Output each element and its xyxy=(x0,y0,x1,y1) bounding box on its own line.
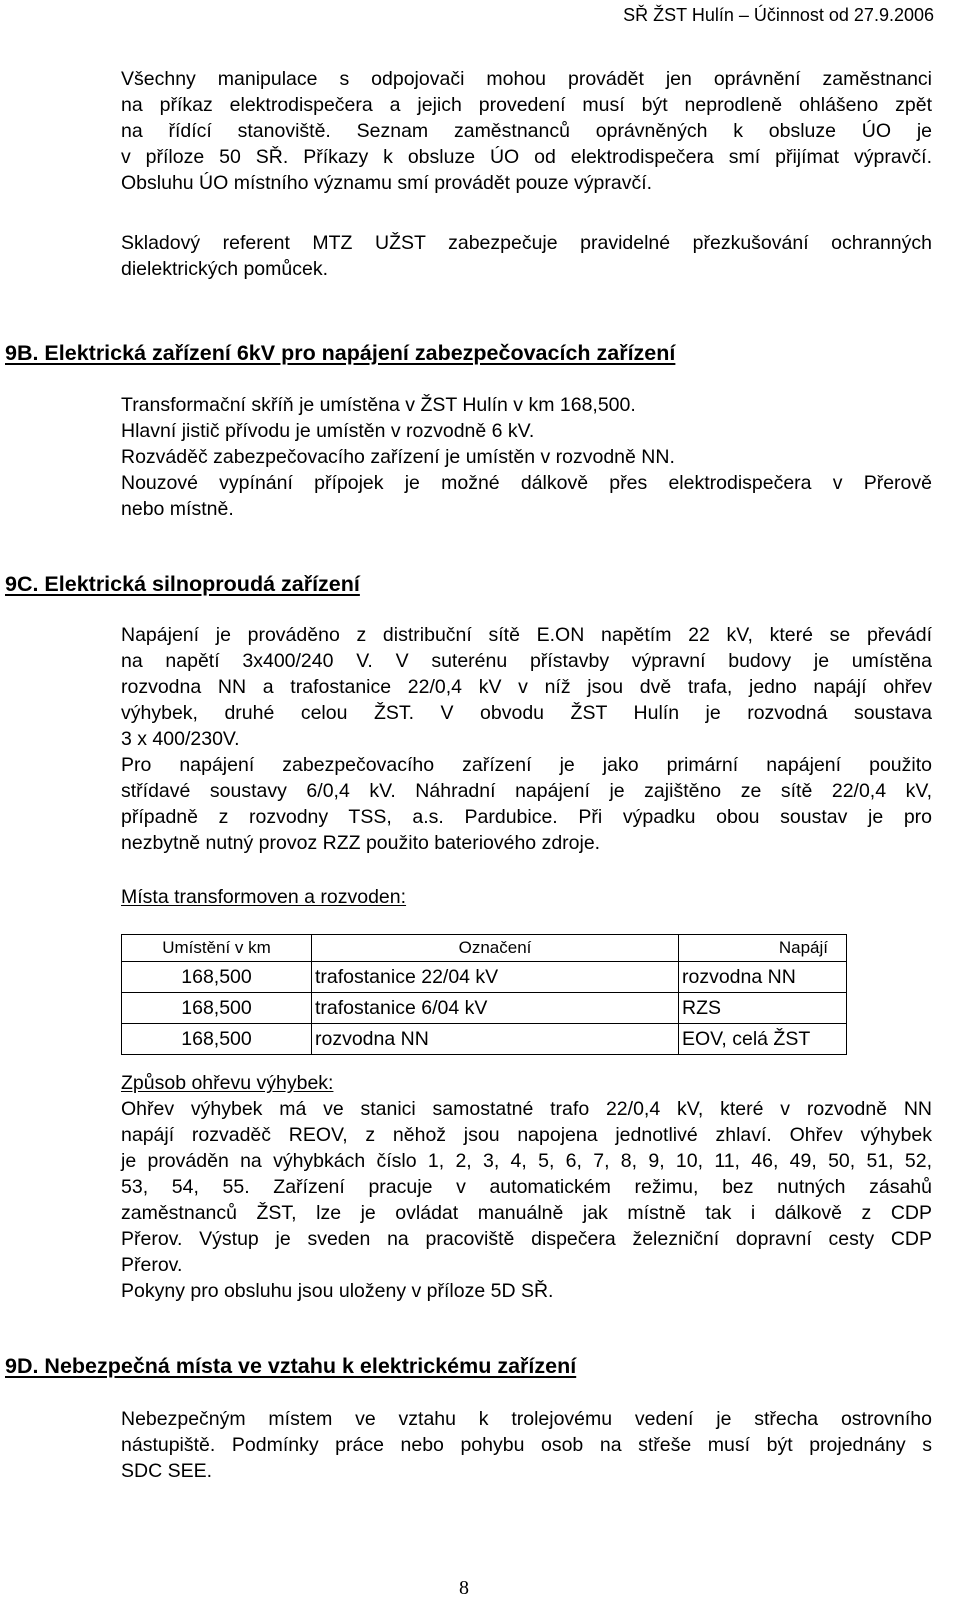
text-line: na napětí 3x400/240 V. V suterénu přístavby výpravní budovy je umístěna xyxy=(121,650,932,672)
table-caption-text: Místa transformoven a rozvoden: xyxy=(121,886,407,908)
table-row xyxy=(122,993,847,1024)
table-cell: trafostanice 6/04 kV xyxy=(312,993,679,1024)
text-line: nástupiště. Podmínky práce nebo pohybu osob na střeše musí být projednány s xyxy=(121,1434,932,1456)
text-line: Nebezpečným místem ve vztahu k trolejovému vedení je střecha ostrovního xyxy=(121,1408,932,1430)
mtz-paragraph xyxy=(121,230,932,282)
table-caption xyxy=(121,884,932,910)
text-line: Pokyny pro obsluhu jsou uloženy v příloze 5D SŘ. xyxy=(121,1280,554,1302)
text-line: na řídící stanoviště. Seznam zaměstnanců oprávněných k obsluze ÚO je xyxy=(121,120,932,142)
transformer-table xyxy=(121,934,847,1055)
page-number: 8 xyxy=(459,1577,469,1599)
text-line: Transformační skříň je umístěna v ŽST Hulín v km 168,500. xyxy=(121,394,636,416)
table-cell: 168,500 xyxy=(122,962,312,993)
section-9c-paragraph-2 xyxy=(121,752,932,856)
table-cell: 168,500 xyxy=(122,1024,312,1055)
table-cell: rozvodna NN xyxy=(312,1024,679,1055)
text-line: nebo místně. xyxy=(121,498,234,520)
text-line: SDC SEE. xyxy=(121,1460,213,1482)
text-line: dielektrických pomůcek. xyxy=(121,258,328,280)
text-line: v příloze 50 SŘ. Příkazy k obsluze ÚO od elektrodispečera smí přijímat výpravčí. xyxy=(121,146,932,168)
text-line: je prováděn na výhybkách číslo 1, 2, 3, 4, 5, 6, 7, 8, 9, 10, 11, 46, 49, 50, 51, 52, xyxy=(121,1150,932,1172)
table-cell: 168,500 xyxy=(122,993,312,1024)
text-line: Rozváděč zabezpečovacího zařízení je umístěn v rozvodně NN. xyxy=(121,446,675,468)
table-header-row xyxy=(122,935,847,962)
table-cell: RZS xyxy=(679,993,847,1024)
page-header: SŘ ŽST Hulín – Účinnost od 27.9.2006 xyxy=(623,5,934,25)
text-line: Hlavní jistič přívodu je umístěn v rozvodně 6 kV. xyxy=(121,420,535,442)
ohrev-paragraph xyxy=(121,1096,932,1304)
text-line: Skladový referent MTZ UŽST zabezpečuje pravidelné přezkušování ochranných xyxy=(121,232,932,254)
text-line: 53, 54, 55. Zařízení pracuje v automatickém režimu, bez nutných zásahů xyxy=(121,1176,932,1198)
table-header-cell: Označení xyxy=(312,935,679,962)
section-heading-9b: 9B. Elektrická zařízení 6kV pro napájení zabezpečovacích zařízení xyxy=(5,341,676,365)
ohrev-caption xyxy=(121,1070,932,1096)
text-line: na příkaz elektrodispečera a jejich provedení musí být neprodleně ohlášeno zpět xyxy=(121,94,932,116)
text-line: zaměstnanců ŽST, lze je ovládat manuálně jak místně tak i dálkově z CDP xyxy=(121,1202,932,1224)
text-line: Všechny manipulace s odpojovači mohou provádět jen oprávnění zaměstnanci xyxy=(121,68,932,90)
text-line: Nouzové vypínání přípojek je možné dálkově přes elektrodispečera v Přerově xyxy=(121,472,932,494)
section-9d-text xyxy=(121,1406,932,1484)
table-cell: EOV, celá ŽST xyxy=(679,1024,847,1055)
text-line: nezbytně nutný provoz RZZ použito bateriového zdroje. xyxy=(121,832,601,854)
section-heading-9c: 9C. Elektrická silnoproudá zařízení xyxy=(5,572,360,596)
text-line: rozvodna NN a trafostanice 22/0,4 kV v níž jsou dvě trafa, jedno napájí ohřev xyxy=(121,676,932,698)
section-heading-9d: 9D. Nebezpečná místa ve vztahu k elektrickému zařízení xyxy=(5,1354,577,1378)
section-9b-text xyxy=(121,392,932,522)
text-line: 3 x 400/230V. xyxy=(121,728,240,750)
text-line: výhybek, druhé celou ŽST. V obvodu ŽST Hulín je rozvodná soustava xyxy=(121,702,932,724)
table-row xyxy=(122,1024,847,1055)
text-line: Přerov. xyxy=(121,1254,183,1276)
table-header-cell: Umístění v km xyxy=(122,935,312,962)
text-line: případně z rozvodny TSS, a.s. Pardubice. Při výpadku obou soustav je pro xyxy=(121,806,932,828)
ohrev-caption-text: Způsob ohřevu výhybek: xyxy=(121,1072,334,1094)
text-line: střídavé soustavy 6/0,4 kV. Náhradní napájení je zajištěno ze sítě 22/0,4 kV, xyxy=(121,780,932,802)
table-cell: rozvodna NN xyxy=(679,962,847,993)
text-line: Pro napájení zabezpečovacího zařízení je jako primární napájení použito xyxy=(121,754,932,776)
text-line: Přerov. Výstup je sveden na pracoviště dispečera železniční dopravní cesty CDP xyxy=(121,1228,932,1250)
table-cell: trafostanice 22/04 kV xyxy=(312,962,679,993)
text-line: Ohřev výhybek má ve stanici samostatné trafo 22/0,4 kV, které v rozvodně NN xyxy=(121,1098,932,1120)
table-header-cell: Napájí xyxy=(679,935,847,962)
table-row xyxy=(122,962,847,993)
text-line: Obsluhu ÚO místního významu smí provádět pouze výpravčí. xyxy=(121,172,653,194)
intro-paragraph xyxy=(121,66,932,196)
section-9c-paragraph-1 xyxy=(121,622,932,752)
text-line: napájí rozvaděč REOV, z něhož jsou napojena jednotlivé zhlaví. Ohřev výhybek xyxy=(121,1124,932,1146)
text-line: Napájení je prováděno z distribuční sítě E.ON napětím 22 kV, které se převádí xyxy=(121,624,932,646)
